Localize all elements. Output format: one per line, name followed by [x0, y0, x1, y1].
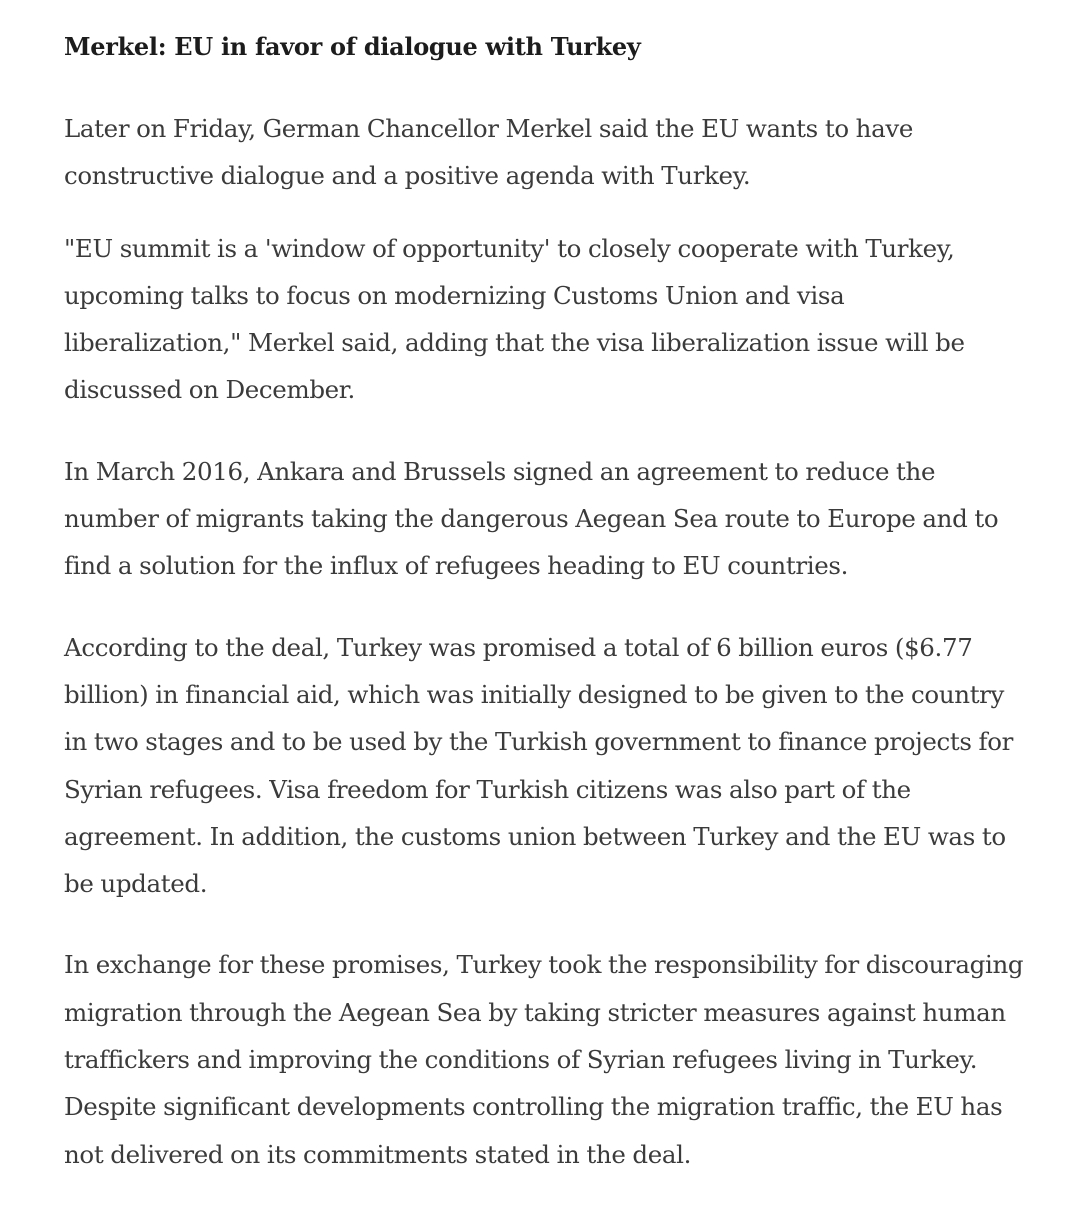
article-headline: Merkel: EU in favor of dialogue with Turkey	[64, 32, 641, 61]
article-paragraph-1: Later on Friday, German Chancellor Merkel said the EU wants to have constructive dialogue and a positive agenda with Turkey.	[64, 114, 913, 191]
article-paragraph-5: In exchange for these promises, Turkey took the responsibility for discouraging migration through the Aegean Sea by taking stricter measures against human traffickers and improving the conditions of Syrian refugees living in Turkey. Despite significant developments controlling the migration traffic, the EU has not delivered on its commitments stated in the deal.	[64, 950, 1024, 1169]
article-paragraph-2: "EU summit is a 'window of opportunity' to closely cooperate with Turkey, upcoming talks to focus on modernizing Customs Union and visa liberalization," Merkel said, adding that the visa liberalization issue will be discussed on December.	[64, 233, 965, 405]
article-body	[64, 26, 1024, 1212]
article-paragraph-4: According to the deal, Turkey was promised a total of 6 billion euros ($6.77 billion) in financial aid, which was initially designed to be given to the country in two stages and to be used by the Turkish government to finance projects for Syrian refugees. Visa freedom for Turkish citizens was also part of the agreement. In addition, the customs union between Turkey and the EU was to be updated.	[64, 632, 1014, 899]
article-paragraph-3: In March 2016, Ankara and Brussels signed an agreement to reduce the number of migrants taking the dangerous Aegean Sea route to Europe and to find a solution for the influx of refugees heading to EU countries.	[64, 456, 999, 581]
